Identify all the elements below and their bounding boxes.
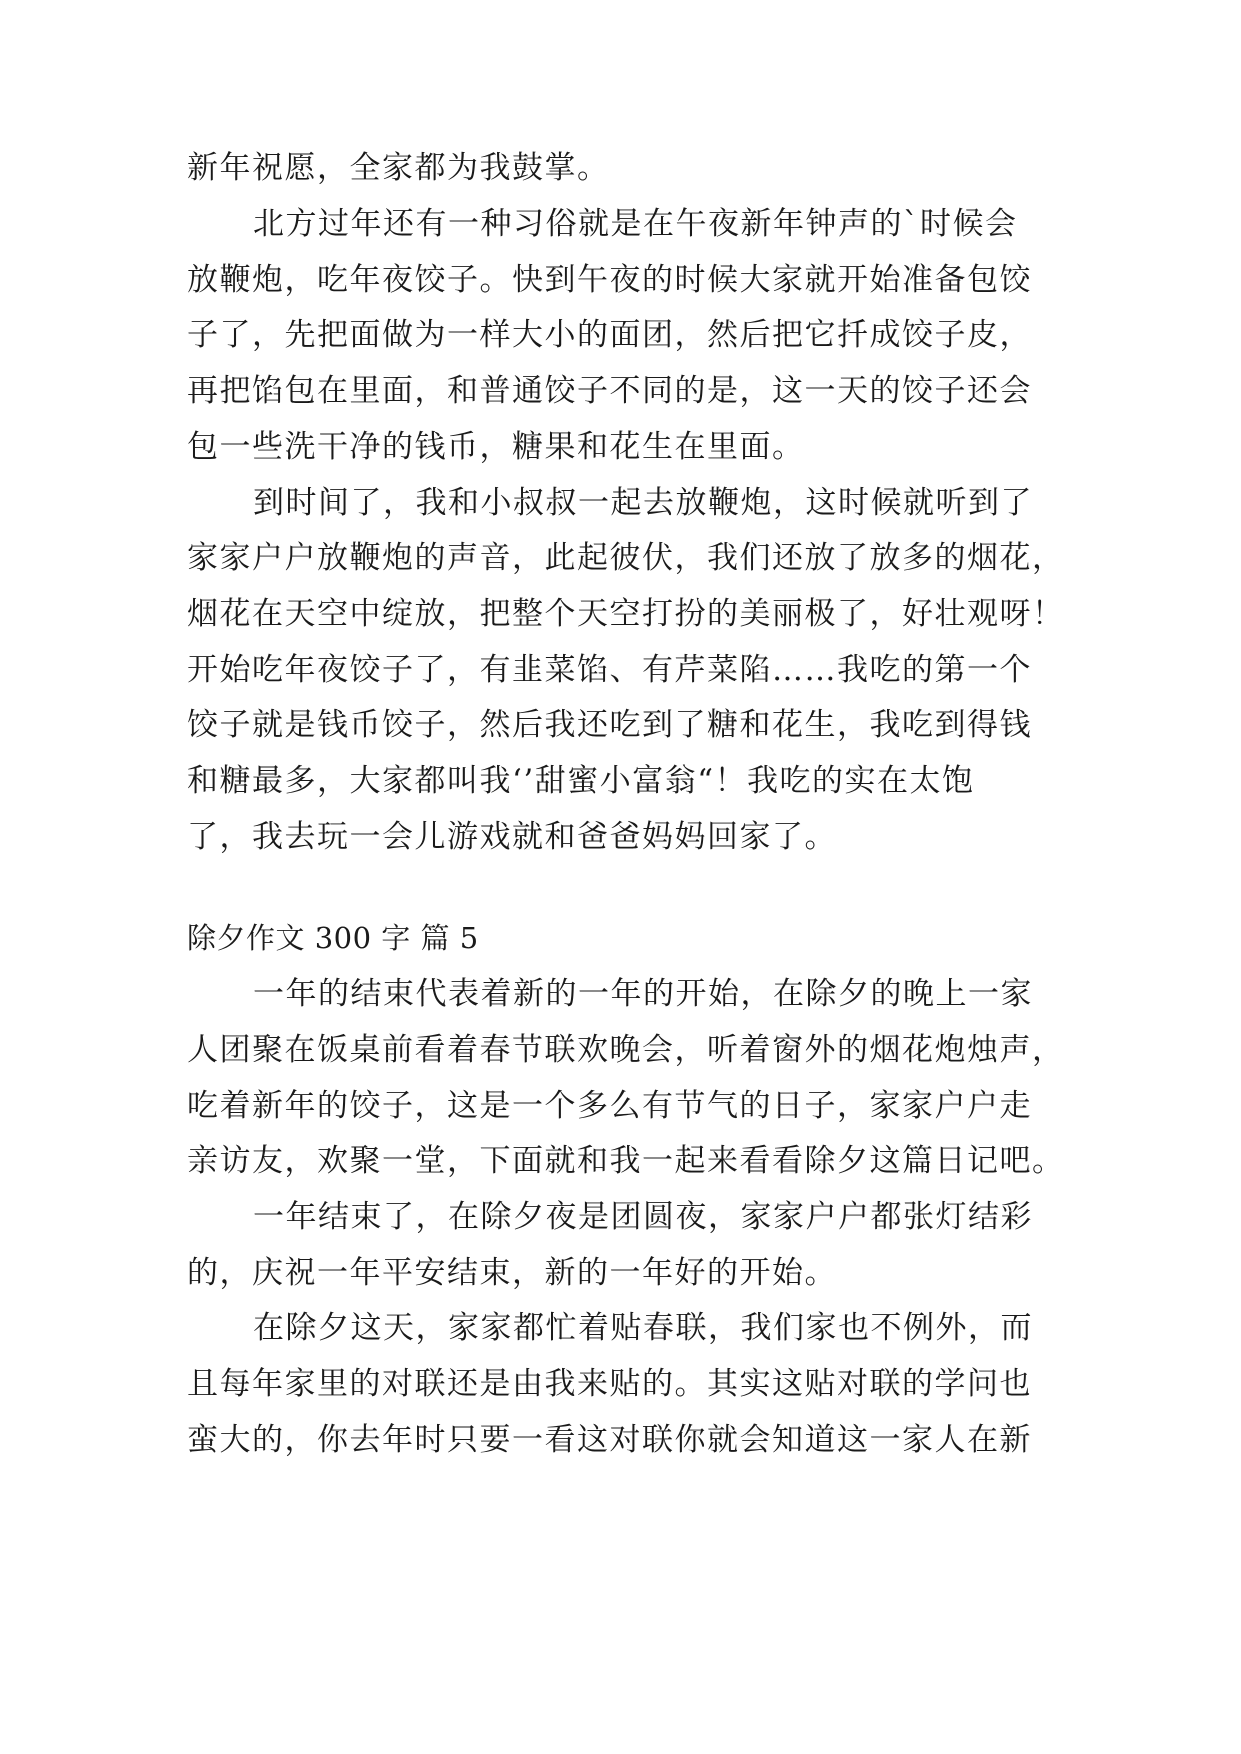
paragraph-line: 吃着新年的饺子，这是一个多么有节气的日子，家家户户走 <box>187 1088 1032 1124</box>
paragraph-line: 了，我去玩一会儿游戏就和爸爸妈妈回家了。 <box>187 819 837 855</box>
paragraph-line: 北方过年还有一种习俗就是在午夜新年钟声的`时候会 <box>253 206 1018 242</box>
paragraph-line: 一年结束了，在除夕夜是团圆夜，家家户户都张灯结彩 <box>253 1199 1033 1235</box>
paragraph-line: 再把馅包在里面，和普通饺子不同的是，这一天的饺子还会 <box>187 373 1032 409</box>
paragraph-line: 家家户户放鞭炮的声音，此起彼伏，我们还放了放多的烟花， <box>187 540 1065 576</box>
paragraph-line: 和糖最多，大家都叫我‘’甜蜜小富翁“！我吃的实在太饱 <box>187 763 975 799</box>
paragraph-line: 开始吃年夜饺子了，有韭菜馅、有芹菜陷……我吃的第一个 <box>187 652 1032 688</box>
paragraph-line: 到时间了，我和小叔叔一起去放鞭炮，这时候就听到了 <box>253 485 1033 521</box>
paragraph-line: 且每年家里的对联还是由我来贴的。其实这贴对联的学问也 <box>187 1366 1032 1402</box>
paragraph-line: 蛮大的，你去年时只要一看这对联你就会知道这一家人在新 <box>187 1422 1032 1458</box>
paragraph-line: 人团聚在饭桌前看着春节联欢晚会，听着窗外的烟花炮烛声， <box>187 1032 1065 1068</box>
paragraph-line: 饺子就是钱币饺子，然后我还吃到了糖和花生，我吃到得钱 <box>187 707 1032 743</box>
paragraph-line: 烟花在天空中绽放，把整个天空打扮的美丽极了，好壮观呀！ <box>187 596 1065 632</box>
paragraph-line: 的，庆祝一年平安结束，新的一年好的开始。 <box>187 1255 837 1291</box>
paragraph-line: 新年祝愿，全家都为我鼓掌。 <box>187 150 610 186</box>
paragraph-line: 放鞭炮，吃年夜饺子。快到午夜的时候大家就开始准备包饺 <box>187 262 1032 298</box>
section-heading: 除夕作文 300 字 篇 5 <box>187 921 479 955</box>
paragraph-line: 一年的结束代表着新的一年的开始，在除夕的晚上一家 <box>253 976 1033 1012</box>
paragraph-line: 亲访友，欢聚一堂，下面就和我一起来看看除夕这篇日记吧。 <box>187 1143 1065 1179</box>
paragraph-line: 在除夕这天，家家都忙着贴春联，我们家也不例外，而 <box>253 1310 1033 1346</box>
paragraph-line: 包一些洗干净的钱币，糖果和花生在里面。 <box>187 429 805 465</box>
paragraph-line: 子了，先把面做为一样大小的面团，然后把它扦成饺子皮， <box>187 317 1032 353</box>
